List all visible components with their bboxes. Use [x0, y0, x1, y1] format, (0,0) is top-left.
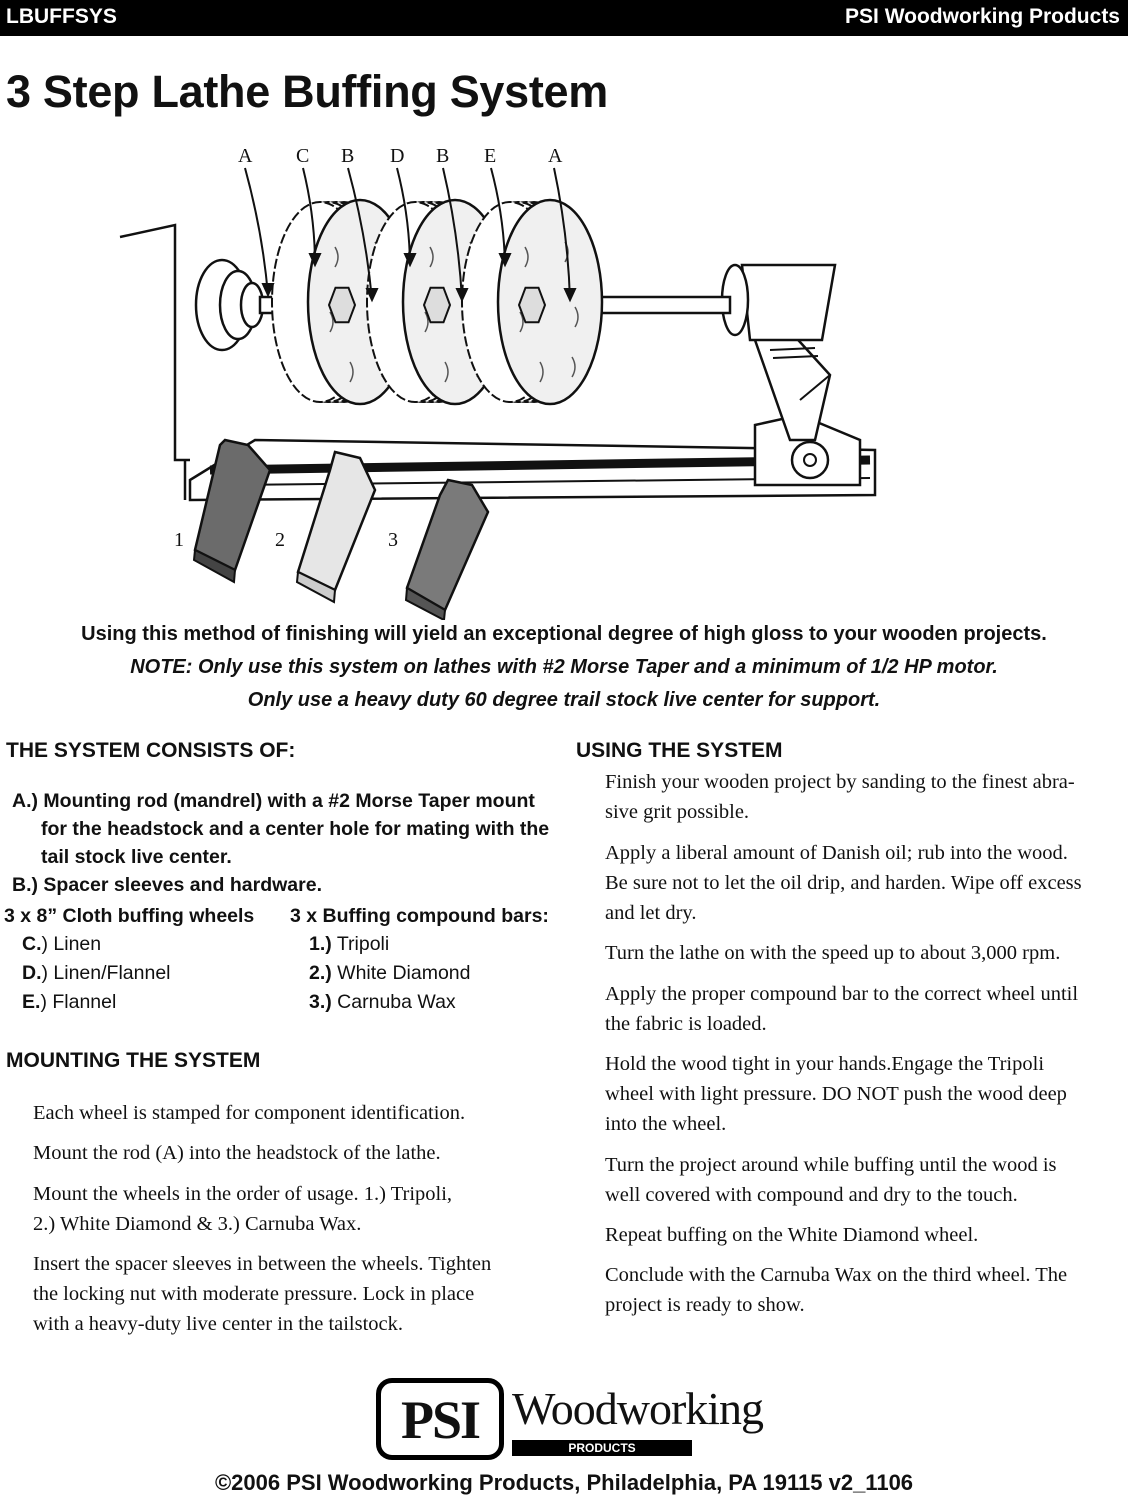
using-paragraph: Hold the wood tight in your hands.Engage the Tripoli wheel with light pressure. DO NOT push the wood deep into the wheel. — [605, 1053, 1067, 1135]
bar-code: 3.) — [309, 991, 332, 1013]
wheel-name: ) Flannel — [40, 991, 117, 1013]
intro-note: NOTE: Only use this system on lathes with #2 Morse Taper and a minimum of 1/2 HP motor. — [130, 656, 998, 678]
bar-code: 2.) — [309, 962, 332, 984]
bar-name: Tripoli — [331, 933, 390, 955]
lathe-buffing-diagram — [110, 140, 890, 620]
using-paragraph: Apply the proper compound bar to the correct wheel until the fabric is loaded. — [605, 983, 1079, 1035]
wheel-name: ) Linen/Flannel — [41, 962, 171, 984]
bar-name: White Diamond — [331, 962, 471, 984]
using-paragraph: Repeat buffing on the White Diamond wheel. — [605, 1224, 979, 1246]
mounting-paragraph: Mount the rod (A) into the headstock of the lathe. — [33, 1142, 441, 1164]
using-paragraph: Finish your wooden project by sanding to the finest abra- sive grit possible. — [605, 771, 1075, 823]
compound-bar-3 — [406, 480, 488, 620]
bar-label-2: 2 — [275, 529, 285, 551]
label-e: E — [484, 145, 497, 167]
using-paragraph: Apply a liberal amount of Danish oil; rub into the wood. Be sure not to let the oil drip, and harden. Wipe off excess and let dry. — [605, 842, 1082, 924]
label-a-right: A — [548, 145, 563, 167]
wheel-code: E. — [22, 991, 41, 1013]
bar-code: 1.) — [309, 933, 332, 955]
logo-wordmark: Woodworking — [512, 1383, 764, 1434]
wheel-name: ) Linen — [41, 933, 102, 955]
using-heading: USING THE SYSTEM — [576, 739, 783, 762]
logo-subtitle: PRODUCTS — [512, 1440, 692, 1456]
mounting-paragraph: Each wheel is stamped for component identification. — [33, 1102, 466, 1124]
label-d: D — [390, 145, 405, 167]
bar-name: Carnuba Wax — [331, 991, 456, 1013]
using-paragraph: Turn the project around while buffing until the wood is well covered with compound and dry to the touch. — [605, 1154, 1057, 1206]
system-heading: THE SYSTEM CONSISTS OF: — [6, 739, 296, 762]
compound-bar-1 — [194, 440, 270, 582]
buffing-wheel — [462, 200, 602, 404]
wheel-code: D. — [22, 962, 42, 984]
wheels-heading: 3 x 8” Cloth buffing wheels — [4, 905, 255, 927]
mounting-paragraph: Mount the wheels in the order of usage. 1.) Tripoli, 2.) White Diamond & 3.) Carnuba Wax. — [33, 1183, 453, 1235]
item-a-line-2: for the headstock and a center hole for mating with the — [41, 818, 550, 840]
footer-copyright: ©2006 PSI Woodworking Products, Philadelphia, PA 19115 v2_1106 — [214, 1470, 914, 1495]
psi-logo — [376, 1378, 764, 1462]
using-paragraph: Conclude with the Carnuba Wax on the third wheel. The project is ready to show. — [605, 1264, 1068, 1316]
label-b-first: B — [341, 145, 355, 167]
item-a-line-3: tail stock live center. — [41, 846, 232, 868]
mounting-paragraph: Insert the spacer sleeves in between the wheels. Tighten the locking nut with moderate pressure. Lock in place with a heavy-duty live center in the tailstock. — [33, 1253, 492, 1335]
header-bar — [0, 0, 1128, 36]
label-b-second: B — [436, 145, 450, 167]
wheel-item — [22, 988, 116, 1017]
mounting-heading: MOUNTING THE SYSTEM — [6, 1049, 261, 1072]
label-c: C — [296, 145, 310, 167]
wheel-item — [22, 959, 171, 988]
using-paragraph: Turn the lathe on with the speed up to about 3,000 rpm. — [605, 942, 1061, 964]
page-title: 3 Step Lathe Buffing System — [6, 66, 608, 117]
bar-label-3: 3 — [388, 529, 398, 551]
bars-heading: 3 x Buffing compound bars: — [290, 905, 549, 927]
intro-support-note: Only use a heavy duty 60 degree trail stock live center for support. — [247, 689, 881, 711]
bar-label-1: 1 — [174, 529, 184, 551]
item-b: B.) Spacer sleeves and hardware. — [12, 874, 322, 896]
bar-item — [309, 959, 470, 988]
wheel-code: C. — [22, 933, 42, 955]
intro-line-1: Using this method of finishing will yield an exceptional degree of high gloss to your wooden projects. — [81, 623, 1047, 645]
item-a-line-1: A.) Mounting rod (mandrel) with a #2 Morse Taper mount — [12, 790, 535, 812]
wheel-item — [22, 930, 101, 959]
brand-name: PSI Woodworking Products — [845, 5, 1120, 28]
logo-mark: PSI — [376, 1378, 504, 1460]
label-a-left: A — [238, 145, 253, 167]
bar-item — [309, 988, 456, 1017]
product-code: LBUFFSYS — [6, 5, 117, 28]
bar-item — [309, 930, 389, 959]
